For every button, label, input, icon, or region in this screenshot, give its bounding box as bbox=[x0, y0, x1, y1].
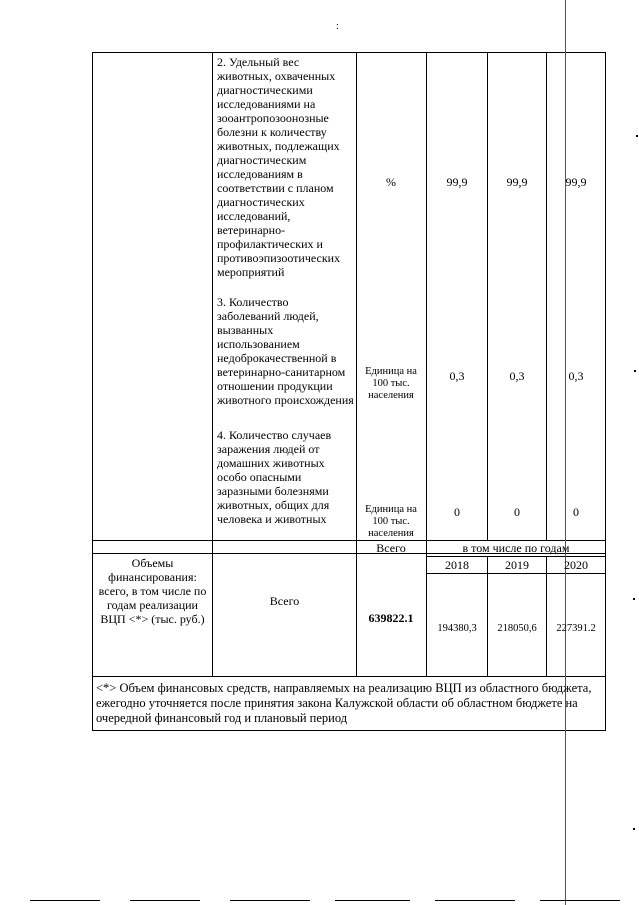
footnote: <*> Объем финансовых средств, направляемых на реализацию ВЦП из областного бюджета, ежегодно уточняется после принятия закона Калужской области об областном бюджете на очередной финансовый год и плановый период bbox=[96, 681, 592, 725]
scan-speck bbox=[634, 370, 636, 372]
scan-artifact-rule bbox=[335, 900, 410, 901]
indicator-value-2019: 0,3 bbox=[509, 369, 525, 383]
table-border bbox=[92, 52, 605, 53]
table-border bbox=[426, 573, 605, 574]
years-header: в том числе по годам bbox=[462, 541, 570, 555]
scan-artifact-rule bbox=[230, 900, 310, 901]
indicator-unit-3: Единица на 100 тыс. населения bbox=[365, 366, 417, 401]
indicator-text-2: 2. Удельный вес животных, охваченных диагностическими исследованиями на зооантропозоонозные болезни к количеству животных, подлежащих диагностическим исследованиям в соответствии с планом диагностических исследований, ветеринарно-профилактических и противоэпизоотических мероприятий bbox=[217, 55, 341, 279]
scan-speck bbox=[633, 598, 635, 600]
financing-row-label: Объемы финансирования: всего, в том числе по годам реализации ВЦП <*> (тыс. руб.) bbox=[98, 556, 207, 626]
year-header-2018: 2018 bbox=[445, 558, 469, 572]
table-border bbox=[92, 52, 93, 730]
scan-artifact-rule bbox=[435, 900, 515, 901]
scan-speck bbox=[633, 828, 635, 830]
indicator-value-2020: 99,9 bbox=[565, 175, 587, 189]
table-border bbox=[546, 556, 547, 676]
financing-source-label: Всего bbox=[269, 594, 300, 608]
table-border bbox=[212, 52, 213, 676]
indicator-value-2018: 99,9 bbox=[446, 175, 468, 189]
indicator-text-4: 4. Количество случаев заражения людей от домашних животных особо опасными заразными болезнями животных, общих для человека и животных bbox=[217, 428, 332, 526]
scan-artifact-rule bbox=[130, 900, 200, 901]
table-border bbox=[487, 52, 488, 540]
scan-speck bbox=[636, 135, 638, 137]
indicator-value-2020: 0,3 bbox=[568, 369, 584, 383]
scan-artifact-rule bbox=[540, 900, 620, 901]
indicator-value-2020: 0 bbox=[573, 505, 579, 519]
indicator-value-2018: 0,3 bbox=[449, 369, 465, 383]
table-border bbox=[605, 52, 606, 730]
table-border bbox=[92, 676, 605, 677]
indicator-value-2019: 99,9 bbox=[506, 175, 528, 189]
table-border bbox=[356, 52, 357, 676]
table-border bbox=[426, 52, 427, 676]
scan-artifact-rule bbox=[30, 900, 100, 901]
table-border bbox=[546, 52, 547, 540]
scan-artifact-line bbox=[565, 0, 566, 905]
table-border bbox=[426, 556, 605, 557]
year-header-2020: 2020 bbox=[564, 558, 588, 572]
total-header: Всего bbox=[376, 541, 406, 555]
indicator-unit-4: Единица на 100 тыс. населения bbox=[365, 504, 417, 539]
financing-value-2018: 194380,3 bbox=[437, 623, 477, 634]
financing-value-2020: 227391.2 bbox=[556, 623, 596, 634]
table-border bbox=[487, 556, 488, 676]
table-border bbox=[92, 730, 606, 731]
indicator-value-2018: 0 bbox=[454, 505, 460, 519]
financing-total-value: 639822.1 bbox=[368, 611, 414, 625]
indicator-unit-2: % bbox=[386, 175, 396, 189]
year-header-2019: 2019 bbox=[505, 558, 529, 572]
scan-mark: : bbox=[336, 21, 339, 32]
indicator-value-2019: 0 bbox=[514, 505, 520, 519]
financing-value-2019: 218050,6 bbox=[497, 623, 537, 634]
indicator-text-3: 3. Количество заболеваний людей, вызванных использованием недоброкачественной в ветеринарно-санитарном отношении продукции животного происхождения bbox=[217, 295, 354, 407]
